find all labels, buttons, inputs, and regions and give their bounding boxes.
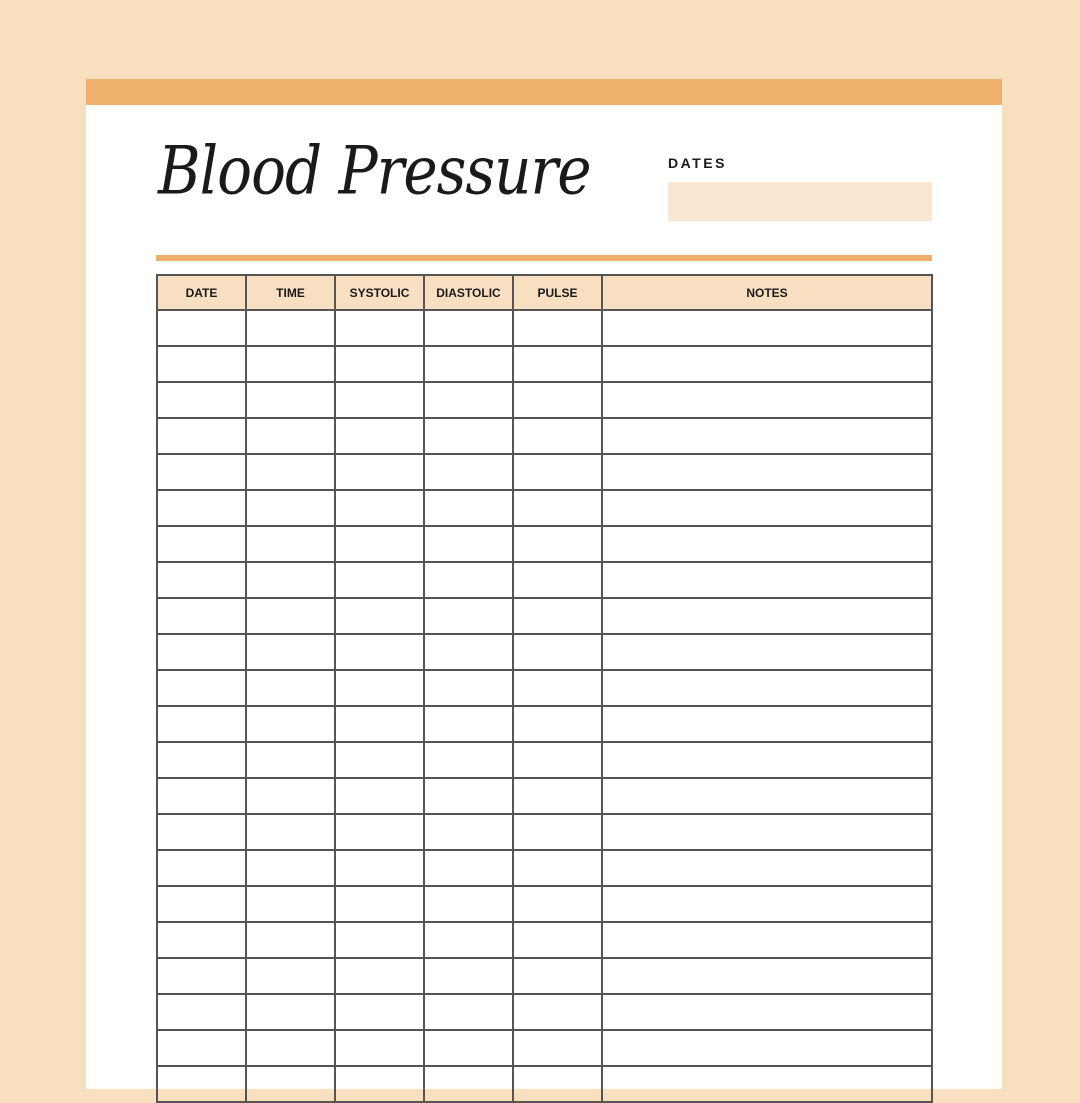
cell-notes[interactable] bbox=[602, 814, 932, 850]
cell-notes[interactable] bbox=[602, 1066, 932, 1102]
cell-notes[interactable] bbox=[602, 922, 932, 958]
cell-date[interactable] bbox=[157, 886, 246, 922]
cell-date[interactable] bbox=[157, 670, 246, 706]
title-divider bbox=[156, 255, 932, 261]
cell-time[interactable] bbox=[246, 346, 335, 382]
cell-systolic[interactable] bbox=[335, 526, 424, 562]
top-accent-bar bbox=[86, 79, 1002, 105]
table-row bbox=[157, 562, 932, 598]
cell-pulse[interactable] bbox=[513, 742, 602, 778]
table-row bbox=[157, 418, 932, 454]
cell-diastolic[interactable] bbox=[424, 994, 513, 1030]
cell-pulse[interactable] bbox=[513, 1030, 602, 1066]
dates-field[interactable] bbox=[668, 182, 932, 221]
cell-diastolic[interactable] bbox=[424, 454, 513, 490]
cell-notes[interactable] bbox=[602, 310, 932, 346]
cell-date[interactable] bbox=[157, 742, 246, 778]
cell-systolic[interactable] bbox=[335, 1066, 424, 1102]
cell-date[interactable] bbox=[157, 454, 246, 490]
cell-systolic[interactable] bbox=[335, 886, 424, 922]
cell-pulse[interactable] bbox=[513, 778, 602, 814]
table-row bbox=[157, 382, 932, 418]
cell-systolic[interactable] bbox=[335, 850, 424, 886]
cell-pulse[interactable] bbox=[513, 310, 602, 346]
cell-diastolic[interactable] bbox=[424, 418, 513, 454]
cell-time[interactable] bbox=[246, 634, 335, 670]
cell-notes[interactable] bbox=[602, 958, 932, 994]
log-page bbox=[86, 79, 1002, 1089]
cell-date[interactable] bbox=[157, 922, 246, 958]
cell-systolic[interactable] bbox=[335, 670, 424, 706]
cell-diastolic[interactable] bbox=[424, 742, 513, 778]
cell-time[interactable] bbox=[246, 418, 335, 454]
cell-date[interactable] bbox=[157, 850, 246, 886]
cell-pulse[interactable] bbox=[513, 1066, 602, 1102]
cell-time[interactable] bbox=[246, 382, 335, 418]
table-row bbox=[157, 922, 932, 958]
cell-diastolic[interactable] bbox=[424, 1066, 513, 1102]
cell-time[interactable] bbox=[246, 742, 335, 778]
cell-time[interactable] bbox=[246, 850, 335, 886]
cell-diastolic[interactable] bbox=[424, 958, 513, 994]
cell-notes[interactable] bbox=[602, 994, 932, 1030]
cell-time[interactable] bbox=[246, 814, 335, 850]
dates-label: DATES bbox=[668, 155, 727, 171]
cell-date[interactable] bbox=[157, 1030, 246, 1066]
cell-systolic[interactable] bbox=[335, 634, 424, 670]
cell-pulse[interactable] bbox=[513, 418, 602, 454]
column-header-diastolic: DIASTOLIC bbox=[424, 275, 513, 310]
cell-systolic[interactable] bbox=[335, 814, 424, 850]
blood-pressure-table bbox=[156, 274, 933, 1103]
table-row bbox=[157, 310, 932, 346]
cell-date[interactable] bbox=[157, 814, 246, 850]
cell-systolic[interactable] bbox=[335, 382, 424, 418]
cell-diastolic[interactable] bbox=[424, 634, 513, 670]
table-header-row bbox=[157, 275, 932, 310]
cell-time[interactable] bbox=[246, 706, 335, 742]
cell-systolic[interactable] bbox=[335, 742, 424, 778]
cell-time[interactable] bbox=[246, 1030, 335, 1066]
cell-date[interactable] bbox=[157, 1066, 246, 1102]
cell-pulse[interactable] bbox=[513, 562, 602, 598]
cell-systolic[interactable] bbox=[335, 1030, 424, 1066]
cell-diastolic[interactable] bbox=[424, 310, 513, 346]
cell-notes[interactable] bbox=[602, 778, 932, 814]
cell-pulse[interactable] bbox=[513, 814, 602, 850]
cell-date[interactable] bbox=[157, 634, 246, 670]
cell-notes[interactable] bbox=[602, 382, 932, 418]
page-title: Blood Pressure bbox=[158, 131, 591, 210]
cell-diastolic[interactable] bbox=[424, 850, 513, 886]
cell-date[interactable] bbox=[157, 778, 246, 814]
cell-date[interactable] bbox=[157, 994, 246, 1030]
cell-time[interactable] bbox=[246, 670, 335, 706]
cell-diastolic[interactable] bbox=[424, 886, 513, 922]
column-header-time: TIME bbox=[246, 275, 335, 310]
cell-notes[interactable] bbox=[602, 454, 932, 490]
cell-time[interactable] bbox=[246, 562, 335, 598]
cell-diastolic[interactable] bbox=[424, 490, 513, 526]
cell-systolic[interactable] bbox=[335, 706, 424, 742]
column-header-systolic: SYSTOLIC bbox=[335, 275, 424, 310]
cell-systolic[interactable] bbox=[335, 346, 424, 382]
table-row bbox=[157, 598, 932, 634]
table-row bbox=[157, 634, 932, 670]
cell-diastolic[interactable] bbox=[424, 706, 513, 742]
cell-pulse[interactable] bbox=[513, 922, 602, 958]
cell-date[interactable] bbox=[157, 490, 246, 526]
cell-pulse[interactable] bbox=[513, 454, 602, 490]
cell-diastolic[interactable] bbox=[424, 382, 513, 418]
cell-pulse[interactable] bbox=[513, 526, 602, 562]
table-row bbox=[157, 706, 932, 742]
cell-pulse[interactable] bbox=[513, 994, 602, 1030]
cell-date[interactable] bbox=[157, 346, 246, 382]
table-row bbox=[157, 346, 932, 382]
cell-date[interactable] bbox=[157, 382, 246, 418]
cell-time[interactable] bbox=[246, 778, 335, 814]
cell-systolic[interactable] bbox=[335, 562, 424, 598]
table-row bbox=[157, 1066, 932, 1102]
cell-notes[interactable] bbox=[602, 562, 932, 598]
cell-date[interactable] bbox=[157, 706, 246, 742]
cell-time[interactable] bbox=[246, 310, 335, 346]
cell-notes[interactable] bbox=[602, 490, 932, 526]
cell-diastolic[interactable] bbox=[424, 526, 513, 562]
cell-diastolic[interactable] bbox=[424, 922, 513, 958]
cell-time[interactable] bbox=[246, 886, 335, 922]
cell-notes[interactable] bbox=[602, 850, 932, 886]
table-row bbox=[157, 490, 932, 526]
cell-pulse[interactable] bbox=[513, 850, 602, 886]
cell-systolic[interactable] bbox=[335, 418, 424, 454]
cell-systolic[interactable] bbox=[335, 310, 424, 346]
cell-date[interactable] bbox=[157, 562, 246, 598]
table-row bbox=[157, 814, 932, 850]
cell-pulse[interactable] bbox=[513, 490, 602, 526]
table-row bbox=[157, 850, 932, 886]
cell-pulse[interactable] bbox=[513, 958, 602, 994]
cell-pulse[interactable] bbox=[513, 706, 602, 742]
cell-systolic[interactable] bbox=[335, 922, 424, 958]
cell-notes[interactable] bbox=[602, 1030, 932, 1066]
column-header-date: DATE bbox=[157, 275, 246, 310]
cell-time[interactable] bbox=[246, 526, 335, 562]
cell-pulse[interactable] bbox=[513, 670, 602, 706]
cell-diastolic[interactable] bbox=[424, 346, 513, 382]
cell-notes[interactable] bbox=[602, 706, 932, 742]
cell-date[interactable] bbox=[157, 310, 246, 346]
cell-notes[interactable] bbox=[602, 670, 932, 706]
cell-time[interactable] bbox=[246, 994, 335, 1030]
cell-time[interactable] bbox=[246, 958, 335, 994]
cell-time[interactable] bbox=[246, 1066, 335, 1102]
cell-diastolic[interactable] bbox=[424, 778, 513, 814]
table-row bbox=[157, 1030, 932, 1066]
cell-pulse[interactable] bbox=[513, 598, 602, 634]
cell-date[interactable] bbox=[157, 598, 246, 634]
cell-time[interactable] bbox=[246, 454, 335, 490]
cell-pulse[interactable] bbox=[513, 346, 602, 382]
cell-diastolic[interactable] bbox=[424, 562, 513, 598]
cell-notes[interactable] bbox=[602, 526, 932, 562]
cell-notes[interactable] bbox=[602, 634, 932, 670]
cell-systolic[interactable] bbox=[335, 778, 424, 814]
cell-pulse[interactable] bbox=[513, 634, 602, 670]
table-row bbox=[157, 454, 932, 490]
column-header-notes: NOTES bbox=[602, 275, 932, 310]
table-row bbox=[157, 886, 932, 922]
table-row bbox=[157, 994, 932, 1030]
cell-time[interactable] bbox=[246, 922, 335, 958]
cell-notes[interactable] bbox=[602, 886, 932, 922]
cell-notes[interactable] bbox=[602, 346, 932, 382]
cell-diastolic[interactable] bbox=[424, 598, 513, 634]
cell-time[interactable] bbox=[246, 490, 335, 526]
cell-notes[interactable] bbox=[602, 418, 932, 454]
cell-diastolic[interactable] bbox=[424, 670, 513, 706]
table-row bbox=[157, 526, 932, 562]
cell-notes[interactable] bbox=[602, 598, 932, 634]
cell-notes[interactable] bbox=[602, 742, 932, 778]
table-row bbox=[157, 670, 932, 706]
cell-systolic[interactable] bbox=[335, 958, 424, 994]
column-header-pulse: PULSE bbox=[513, 275, 602, 310]
table-row bbox=[157, 778, 932, 814]
cell-systolic[interactable] bbox=[335, 994, 424, 1030]
cell-diastolic[interactable] bbox=[424, 814, 513, 850]
cell-date[interactable] bbox=[157, 526, 246, 562]
cell-systolic[interactable] bbox=[335, 490, 424, 526]
cell-pulse[interactable] bbox=[513, 382, 602, 418]
cell-time[interactable] bbox=[246, 598, 335, 634]
cell-date[interactable] bbox=[157, 958, 246, 994]
cell-pulse[interactable] bbox=[513, 886, 602, 922]
cell-diastolic[interactable] bbox=[424, 1030, 513, 1066]
table-row bbox=[157, 958, 932, 994]
cell-date[interactable] bbox=[157, 418, 246, 454]
cell-systolic[interactable] bbox=[335, 598, 424, 634]
cell-systolic[interactable] bbox=[335, 454, 424, 490]
table-row bbox=[157, 742, 932, 778]
